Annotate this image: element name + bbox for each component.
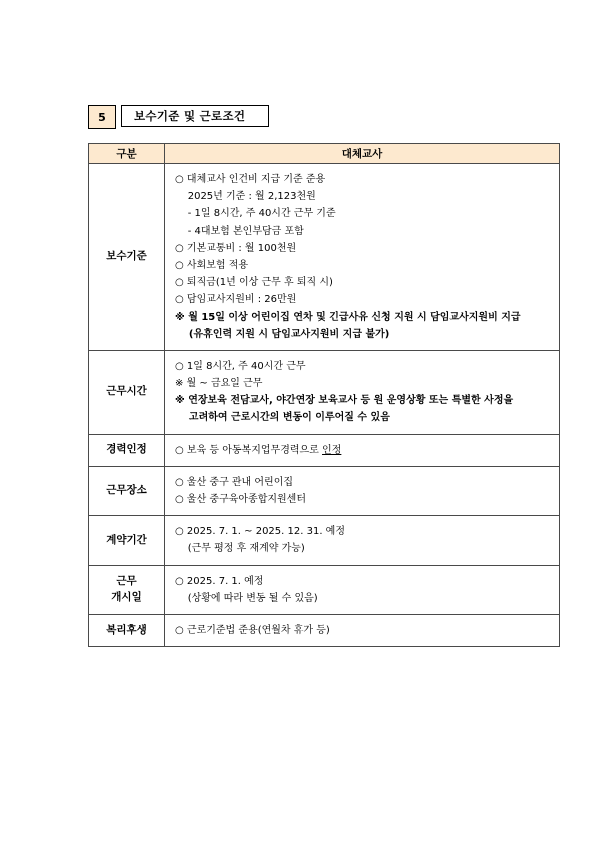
section-title: 보수기준 및 근로조건 [134, 109, 246, 123]
column-header-substitute-teacher: 대체교사 [165, 144, 560, 164]
table-body [89, 164, 560, 647]
content-line: ※ 월 15일 이상 어린이집 연차 및 긴급사유 신청 지원 시 담임교사지원비 지급 [175, 311, 521, 323]
content-line: ○ 사회보험 적용 [175, 259, 249, 271]
row-content [165, 434, 560, 466]
row-content [165, 164, 560, 351]
row-content [165, 565, 560, 614]
row-content [165, 350, 560, 434]
row-label: 보수기준 [89, 164, 165, 351]
content-line: - 1일 8시간, 주 40시간 근무 기준 [175, 208, 336, 220]
section-title-box [121, 105, 269, 127]
content-line: (상황에 따라 변동 될 수 있음) [175, 592, 318, 604]
content-line: ○ 보육 등 아동복지업무경력으로 인정 [175, 444, 342, 456]
table-header-row [89, 144, 560, 164]
row-content [165, 614, 560, 646]
content-line: ※ 연장보육 전담교사, 야간연장 보육교사 등 원 운영상황 또는 특별한 사정을 [175, 395, 514, 407]
content-line: ○ 근로기준법 준용(연월차 휴가 등) [175, 624, 330, 636]
table-row [89, 164, 560, 351]
table-row [89, 565, 560, 614]
table-row [89, 350, 560, 434]
row-label: 근무장소 [89, 466, 165, 515]
section-number-badge: 5 [88, 105, 116, 129]
content-line: ○ 대체교사 인건비 지급 기준 준용 [175, 174, 326, 185]
table-row [89, 614, 560, 646]
section-header [88, 105, 600, 129]
content-line: (유휴인력 지원 시 담임교사지원비 지급 불가) [175, 328, 390, 340]
column-header-category: 구분 [89, 144, 165, 164]
content-line: (근무 평정 후 재계약 가능) [175, 543, 305, 555]
content-line: - 4대보험 본인부담금 포함 [175, 225, 304, 237]
content-line: ○ 기본교통비 : 월 100천원 [175, 242, 297, 254]
conditions-table [88, 143, 560, 647]
content-line: ○ 1일 8시간, 주 40시간 근무 [175, 360, 306, 372]
row-label: 계약기간 [89, 516, 165, 565]
table-row [89, 466, 560, 515]
row-label: 복리후생 [89, 614, 165, 646]
content-line: 2025년 기준 : 월 2,123천원 [175, 191, 316, 203]
content-line: ○ 담임교사지원비 : 26만원 [175, 294, 297, 306]
content-line: ○ 2025. 7. 1. ~ 2025. 12. 31. 예정 [175, 526, 345, 538]
content-line: ○ 울산 중구 관내 어린이집 [175, 476, 294, 488]
row-label: 경력인정 [89, 434, 165, 466]
content-line: ※ 월 ~ 금요일 근무 [175, 378, 263, 390]
content-line: 고려하여 근로시간의 변동이 이루어질 수 있음 [175, 412, 390, 424]
row-content [165, 516, 560, 565]
table-head [89, 144, 560, 164]
table-row [89, 516, 560, 565]
row-content [165, 466, 560, 515]
row-label: 근무시간 [89, 350, 165, 434]
content-line: ○ 울산 중구육아종합지원센터 [175, 494, 307, 505]
table-row [89, 434, 560, 466]
content-line: ○ 퇴직금(1년 이상 근무 후 퇴직 시) [175, 277, 333, 289]
content-line: ○ 2025. 7. 1. 예정 [175, 575, 264, 587]
row-label: 근무 개시일 [89, 565, 165, 614]
